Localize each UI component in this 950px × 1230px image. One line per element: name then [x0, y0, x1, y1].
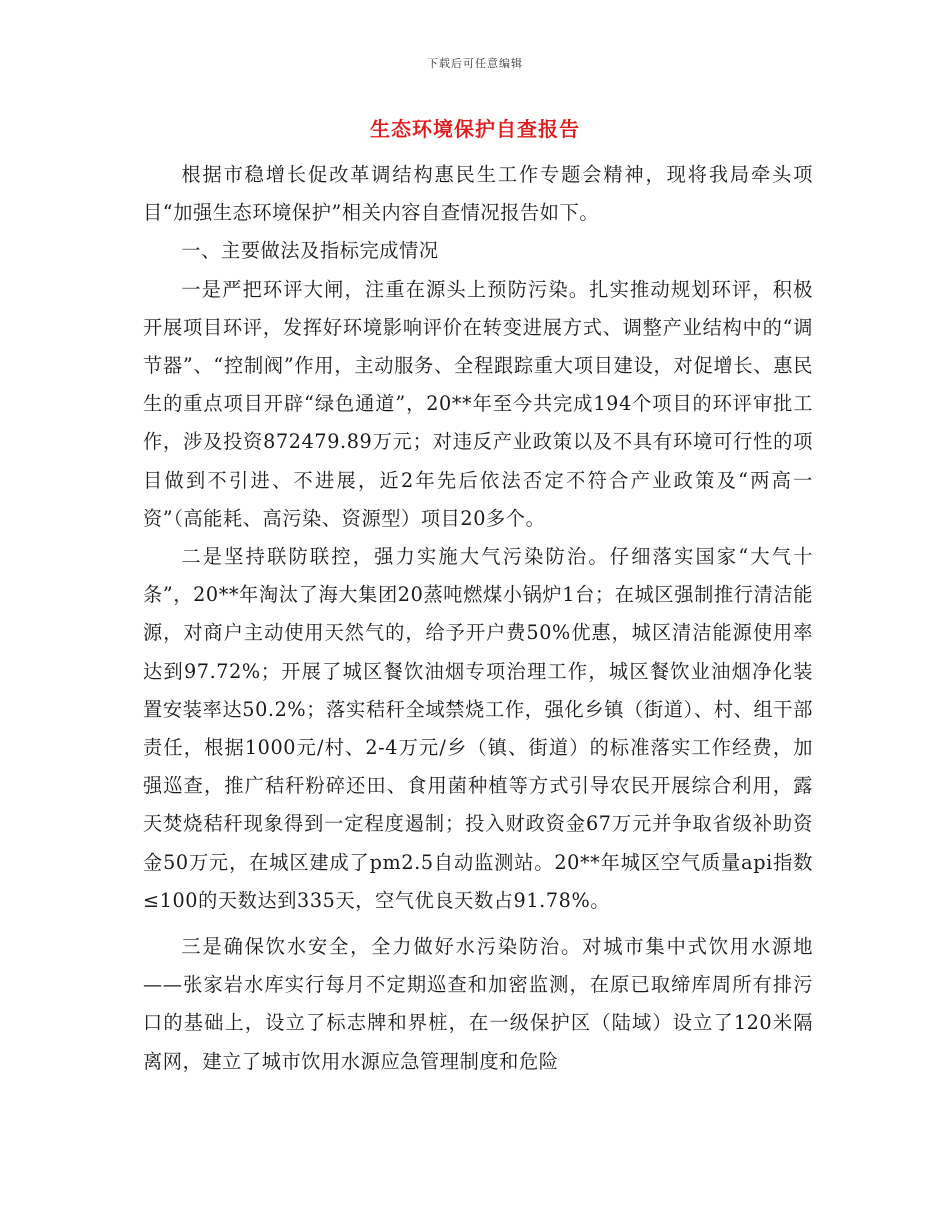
paragraph-environmental-assessment: 一是严把环评大闸，注重在源头上预防污染。扎实推动规划环评，积极开展项目环评，发挥好环境影响评价在转变进展方式、调整产业结构中的“调节器”、“控制阀”作用，主动服务、全程跟踪重大项目建设，对促增长、惠民生的重点项目开辟“绿色通道”，20**年至今共完成194个项目的环评审批工作，涉及投资872479.89万元；对违反产业政策以及不具有环境可行性的项目做到不引进、不进展，近2年先后依法否定不符合产业政策及“两高一资”（高能耗、高污染、资源型）项目20多个。: [143, 277, 813, 530]
document-body: [143, 156, 813, 1081]
header-note: 下载后可任意编辑: [427, 57, 523, 70]
section-heading: 一、主要做法及指标完成情况: [181, 239, 439, 263]
paragraph-intro: 根据市稳增长促改革调结构惠民生工作专题会精神，现将我局牵头项目“加强生态环境保护”相关内容自查情况报告如下。: [143, 163, 813, 225]
paragraph-water-pollution: 三是确保饮水安全，全力做好水污染防治。对城市集中式饮用水源地——张家岩水库实行每月不定期巡查和加密监测，在原已取缔库周所有排污口的基础上，设立了标志牌和界桩，在一级保护区（陆域）设立了120米隔离网，建立了城市饮用水源应急管理制度和危险: [143, 935, 813, 1073]
paragraph-air-pollution: 二是坚持联防联控，强力实施大气污染防治。仔细落实国家“大气十条”，20**年淘汰了海大集团20蒸吨燃煤小锅炉1台；在城区强制推行清洁能源，对商户主动使用天然气的，给予开户费50%优惠，城区清洁能源使用率达到97.72%；开展了城区餐饮油烟专项治理工作，城区餐饮业油烟净化装置安装率达50.2%；落实秸秆全域禁烧工作，强化乡镇（街道）、村、组干部责任，根据1000元/村、2-4万元/乡（镇、街道）的标准落实工作经费，加强巡查，推广秸秆粉碎还田、食用菌种植等方式引导农民开展综合利用，露天焚烧秸秆现象得到一定程度遏制；投入财政资金67万元并争取省级补助资金50万元，在城区建成了pm2.5自动监测站。20**年城区空气质量api指数≤100的天数达到335天，空气优良天数占91.78%。: [143, 545, 813, 912]
document-title: 生态环境保护自查报告: [370, 117, 580, 141]
